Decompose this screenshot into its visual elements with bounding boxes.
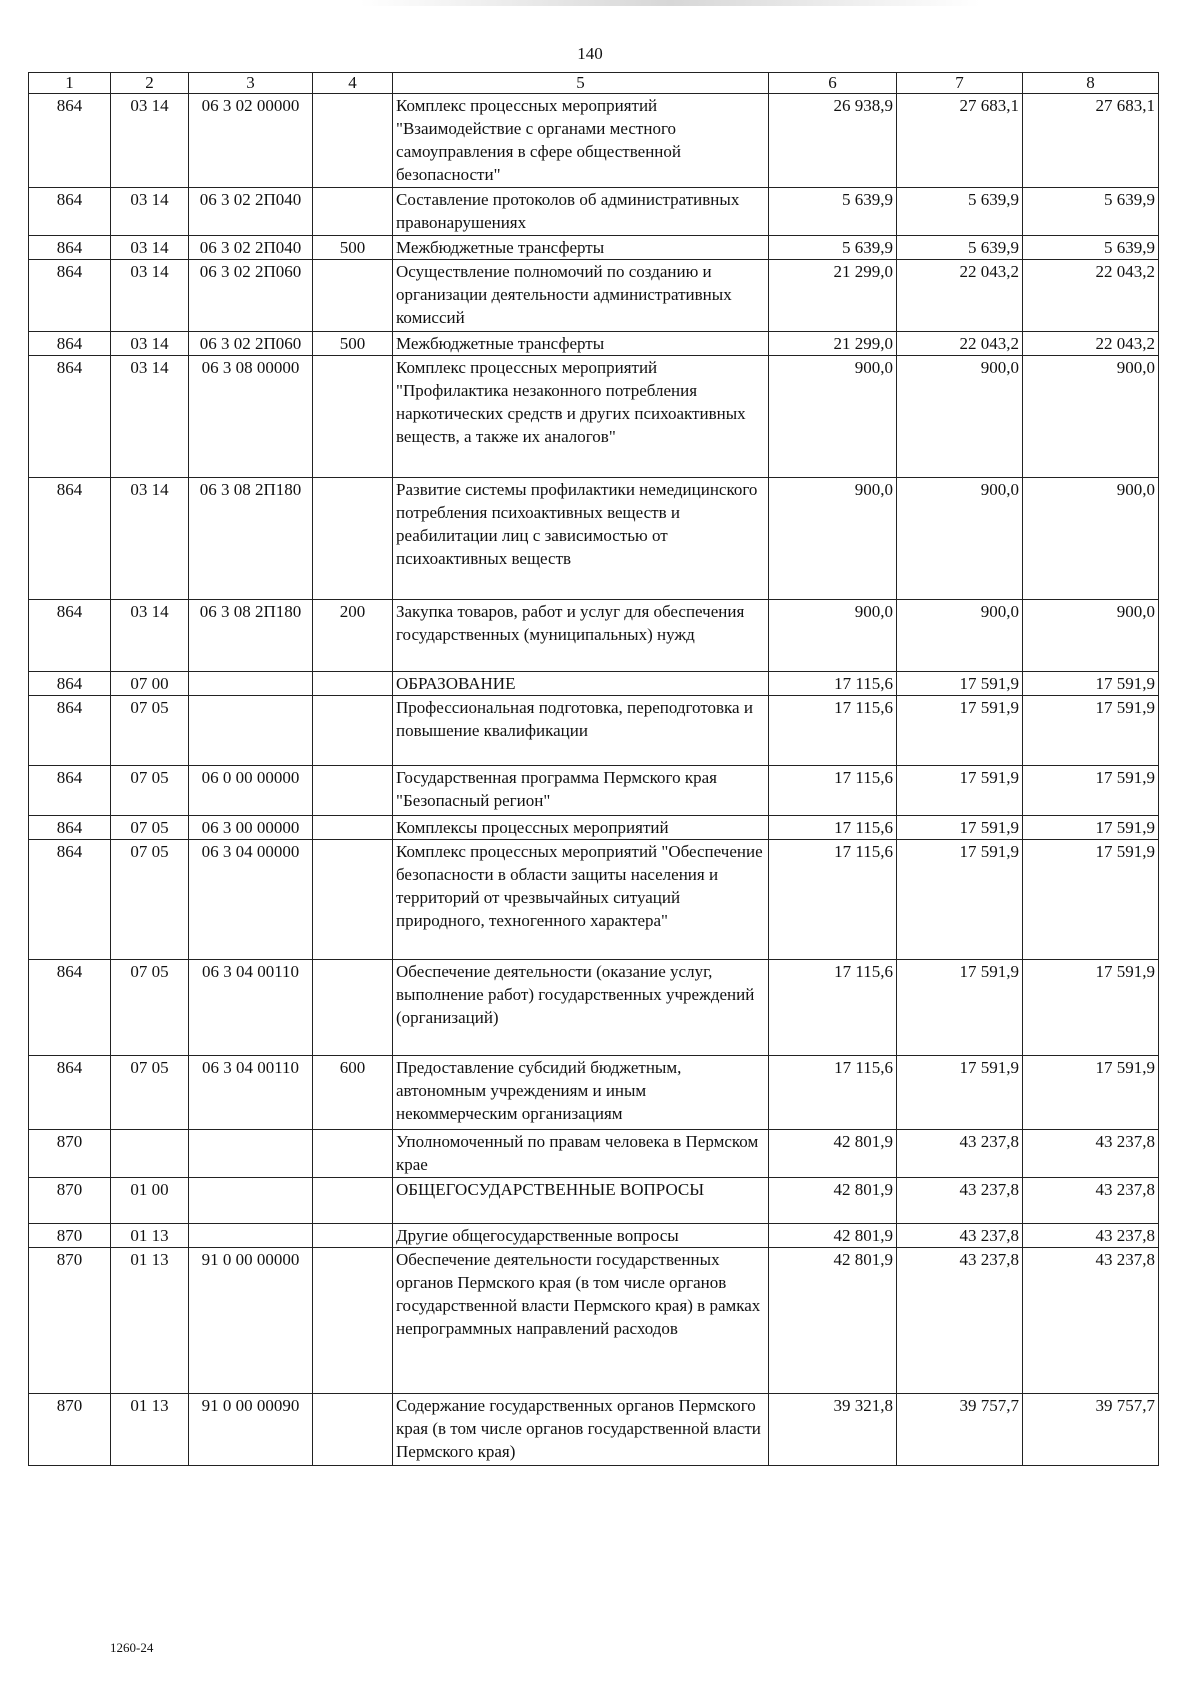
cell-amount-year3: 17 591,9 [1023,672,1159,696]
table-row [29,960,1159,1056]
cell-target-article: 06 3 04 00110 [189,1056,313,1130]
cell-section-code: 07 05 [111,840,189,960]
cell-description: Закупка товаров, работ и услуг для обеспечения государственных (муниципальных) нужд [393,600,769,672]
cell-amount-year1: 900,0 [769,600,897,672]
cell-amount-year3: 900,0 [1023,600,1159,672]
cell-amount-year2: 17 591,9 [897,840,1023,960]
cell-amount-year3: 17 591,9 [1023,816,1159,840]
cell-description: Составление протоколов об административных правонарушениях [393,188,769,236]
cell-amount-year1: 42 801,9 [769,1130,897,1178]
cell-amount-year1: 17 115,6 [769,1056,897,1130]
cell-description: Межбюджетные трансферты [393,236,769,260]
table-row [29,478,1159,600]
cell-ministry-code: 864 [29,332,111,356]
column-header: 8 [1023,73,1159,94]
table-row [29,816,1159,840]
table-row [29,1178,1159,1224]
cell-amount-year2: 17 591,9 [897,1056,1023,1130]
cell-amount-year3: 17 591,9 [1023,960,1159,1056]
cell-expense-type [313,840,393,960]
cell-amount-year2: 22 043,2 [897,260,1023,332]
cell-section-code [111,1130,189,1178]
cell-target-article: 91 0 00 00090 [189,1394,313,1466]
cell-amount-year1: 17 115,6 [769,840,897,960]
column-header: 4 [313,73,393,94]
table-row [29,236,1159,260]
cell-amount-year3: 27 683,1 [1023,94,1159,188]
cell-expense-type [313,260,393,332]
budget-table [28,72,1159,1466]
cell-amount-year2: 22 043,2 [897,332,1023,356]
column-header: 2 [111,73,189,94]
cell-section-code: 07 05 [111,766,189,816]
column-header: 3 [189,73,313,94]
cell-target-article [189,1178,313,1224]
table-row [29,188,1159,236]
cell-expense-type [313,94,393,188]
cell-amount-year1: 17 115,6 [769,766,897,816]
table-row [29,356,1159,478]
cell-section-code: 03 14 [111,478,189,600]
table-row [29,94,1159,188]
scan-artifact [360,0,980,6]
cell-amount-year3: 22 043,2 [1023,332,1159,356]
cell-amount-year1: 39 321,8 [769,1394,897,1466]
cell-amount-year1: 17 115,6 [769,960,897,1056]
cell-amount-year1: 17 115,6 [769,672,897,696]
cell-description: Комплекс процессных мероприятий "Обеспечение безопасности в области защиты населения и территорий от чрезвычайных ситуаций природного, техногенного характера" [393,840,769,960]
cell-description: Комплекс процессных мероприятий "Профилактика незаконного потребления наркотических средств и других психоактивных веществ, а также их аналогов" [393,356,769,478]
cell-target-article [189,1130,313,1178]
cell-section-code: 01 13 [111,1394,189,1466]
header-row [29,73,1159,94]
cell-expense-type [313,816,393,840]
cell-expense-type: 200 [313,600,393,672]
cell-amount-year1: 21 299,0 [769,260,897,332]
table-row [29,1394,1159,1466]
cell-amount-year1: 5 639,9 [769,236,897,260]
cell-expense-type [313,188,393,236]
cell-target-article [189,696,313,766]
cell-description: Развитие системы профилактики немедицинского потребления психоактивных веществ и реабилитации лиц с зависимостью от психоактивных веществ [393,478,769,600]
cell-amount-year3: 17 591,9 [1023,1056,1159,1130]
cell-expense-type [313,1248,393,1394]
cell-expense-type [313,1224,393,1248]
cell-ministry-code: 870 [29,1394,111,1466]
cell-section-code: 03 14 [111,188,189,236]
cell-amount-year2: 900,0 [897,478,1023,600]
cell-description: Комплексы процессных мероприятий [393,816,769,840]
cell-amount-year2: 39 757,7 [897,1394,1023,1466]
cell-section-code: 01 00 [111,1178,189,1224]
cell-section-code: 07 05 [111,1056,189,1130]
cell-amount-year2: 5 639,9 [897,188,1023,236]
cell-expense-type: 600 [313,1056,393,1130]
cell-amount-year3: 17 591,9 [1023,696,1159,766]
cell-section-code: 03 14 [111,94,189,188]
cell-target-article: 06 3 08 00000 [189,356,313,478]
cell-target-article: 06 3 02 2П060 [189,332,313,356]
table-row [29,1248,1159,1394]
cell-amount-year3: 43 237,8 [1023,1248,1159,1394]
cell-description: Уполномоченный по правам человека в Пермском крае [393,1130,769,1178]
cell-section-code: 03 14 [111,600,189,672]
cell-amount-year2: 17 591,9 [897,960,1023,1056]
cell-amount-year3: 900,0 [1023,356,1159,478]
cell-target-article: 06 3 00 00000 [189,816,313,840]
cell-amount-year1: 26 938,9 [769,94,897,188]
cell-amount-year2: 900,0 [897,600,1023,672]
cell-description: Межбюджетные трансферты [393,332,769,356]
cell-amount-year2: 43 237,8 [897,1130,1023,1178]
cell-section-code: 07 05 [111,960,189,1056]
cell-ministry-code: 864 [29,672,111,696]
cell-amount-year1: 42 801,9 [769,1178,897,1224]
cell-ministry-code: 870 [29,1248,111,1394]
cell-ministry-code: 870 [29,1178,111,1224]
cell-expense-type: 500 [313,332,393,356]
cell-target-article: 06 0 00 00000 [189,766,313,816]
cell-target-article [189,1224,313,1248]
cell-amount-year2: 43 237,8 [897,1224,1023,1248]
column-header: 6 [769,73,897,94]
cell-expense-type [313,696,393,766]
cell-ministry-code: 864 [29,188,111,236]
cell-expense-type [313,960,393,1056]
cell-section-code: 07 05 [111,696,189,766]
cell-expense-type: 500 [313,236,393,260]
cell-section-code: 03 14 [111,236,189,260]
cell-amount-year3: 43 237,8 [1023,1130,1159,1178]
cell-description: Другие общегосударственные вопросы [393,1224,769,1248]
page-number: 140 [577,44,603,63]
cell-ministry-code: 864 [29,960,111,1056]
cell-target-article: 06 3 08 2П180 [189,478,313,600]
table-row [29,766,1159,816]
table-row [29,840,1159,960]
cell-ministry-code: 870 [29,1224,111,1248]
cell-description: Предоставление субсидий бюджетным, автономным учреждениям и иным некоммерческим организациям [393,1056,769,1130]
cell-description: Обеспечение деятельности (оказание услуг, выполнение работ) государственных учреждений (организаций) [393,960,769,1056]
cell-amount-year1: 42 801,9 [769,1224,897,1248]
cell-section-code: 03 14 [111,332,189,356]
table-row [29,696,1159,766]
cell-amount-year2: 17 591,9 [897,672,1023,696]
cell-ministry-code: 864 [29,356,111,478]
cell-target-article: 06 3 02 2П060 [189,260,313,332]
cell-target-article: 06 3 04 00110 [189,960,313,1056]
cell-amount-year3: 22 043,2 [1023,260,1159,332]
cell-description: Обеспечение деятельности государственных органов Пермского края (в том числе органов государственной власти Пермского края) в рамках непрограммных направлений расходов [393,1248,769,1394]
cell-target-article: 06 3 02 00000 [189,94,313,188]
cell-section-code: 01 13 [111,1248,189,1394]
cell-ministry-code: 870 [29,1130,111,1178]
cell-ministry-code: 864 [29,260,111,332]
table-row [29,332,1159,356]
cell-section-code: 03 14 [111,260,189,332]
cell-amount-year1: 17 115,6 [769,816,897,840]
cell-ministry-code: 864 [29,816,111,840]
cell-target-article: 06 3 04 00000 [189,840,313,960]
cell-amount-year2: 27 683,1 [897,94,1023,188]
cell-amount-year3: 43 237,8 [1023,1178,1159,1224]
document-code: 1260-24 [110,1640,154,1655]
cell-amount-year1: 900,0 [769,478,897,600]
cell-expense-type [313,478,393,600]
cell-target-article: 91 0 00 00000 [189,1248,313,1394]
cell-amount-year2: 5 639,9 [897,236,1023,260]
column-header: 7 [897,73,1023,94]
cell-description: ОБЩЕГОСУДАРСТВЕННЫЕ ВОПРОСЫ [393,1178,769,1224]
cell-amount-year2: 17 591,9 [897,766,1023,816]
cell-amount-year3: 17 591,9 [1023,766,1159,816]
table-row [29,260,1159,332]
cell-amount-year3: 39 757,7 [1023,1394,1159,1466]
cell-amount-year1: 21 299,0 [769,332,897,356]
cell-ministry-code: 864 [29,1056,111,1130]
column-header: 5 [393,73,769,94]
cell-amount-year2: 43 237,8 [897,1178,1023,1224]
cell-ministry-code: 864 [29,94,111,188]
cell-amount-year1: 5 639,9 [769,188,897,236]
cell-section-code: 01 13 [111,1224,189,1248]
cell-description: Комплекс процессных мероприятий "Взаимодействие с органами местного самоуправления в сфере общественной безопасности" [393,94,769,188]
table-row [29,672,1159,696]
cell-description: ОБРАЗОВАНИЕ [393,672,769,696]
cell-ministry-code: 864 [29,478,111,600]
cell-amount-year3: 17 591,9 [1023,840,1159,960]
cell-expense-type [313,1178,393,1224]
cell-amount-year2: 17 591,9 [897,696,1023,766]
cell-expense-type [313,1394,393,1466]
cell-amount-year2: 17 591,9 [897,816,1023,840]
cell-ministry-code: 864 [29,840,111,960]
cell-expense-type [313,356,393,478]
cell-ministry-code: 864 [29,236,111,260]
column-header: 1 [29,73,111,94]
cell-amount-year3: 900,0 [1023,478,1159,600]
cell-description: Содержание государственных органов Пермского края (в том числе органов государственной власти Пермского края) [393,1394,769,1466]
cell-target-article: 06 3 08 2П180 [189,600,313,672]
table-row [29,1224,1159,1248]
table-row [29,600,1159,672]
cell-ministry-code: 864 [29,600,111,672]
cell-ministry-code: 864 [29,766,111,816]
table-row [29,1056,1159,1130]
cell-amount-year3: 5 639,9 [1023,188,1159,236]
cell-amount-year1: 17 115,6 [769,696,897,766]
cell-target-article: 06 3 02 2П040 [189,188,313,236]
cell-amount-year3: 43 237,8 [1023,1224,1159,1248]
cell-target-article [189,672,313,696]
cell-target-article: 06 3 02 2П040 [189,236,313,260]
cell-section-code: 03 14 [111,356,189,478]
cell-ministry-code: 864 [29,696,111,766]
cell-amount-year2: 43 237,8 [897,1248,1023,1394]
cell-description: Осуществление полномочий по созданию и организации деятельности административных комиссий [393,260,769,332]
table-row [29,1130,1159,1178]
cell-amount-year2: 900,0 [897,356,1023,478]
cell-section-code: 07 00 [111,672,189,696]
cell-amount-year3: 5 639,9 [1023,236,1159,260]
cell-amount-year1: 900,0 [769,356,897,478]
cell-expense-type [313,766,393,816]
cell-amount-year1: 42 801,9 [769,1248,897,1394]
cell-description: Профессиональная подготовка, переподготовка и повышение квалификации [393,696,769,766]
cell-expense-type [313,672,393,696]
cell-expense-type [313,1130,393,1178]
cell-section-code: 07 05 [111,816,189,840]
cell-description: Государственная программа Пермского края "Безопасный регион" [393,766,769,816]
